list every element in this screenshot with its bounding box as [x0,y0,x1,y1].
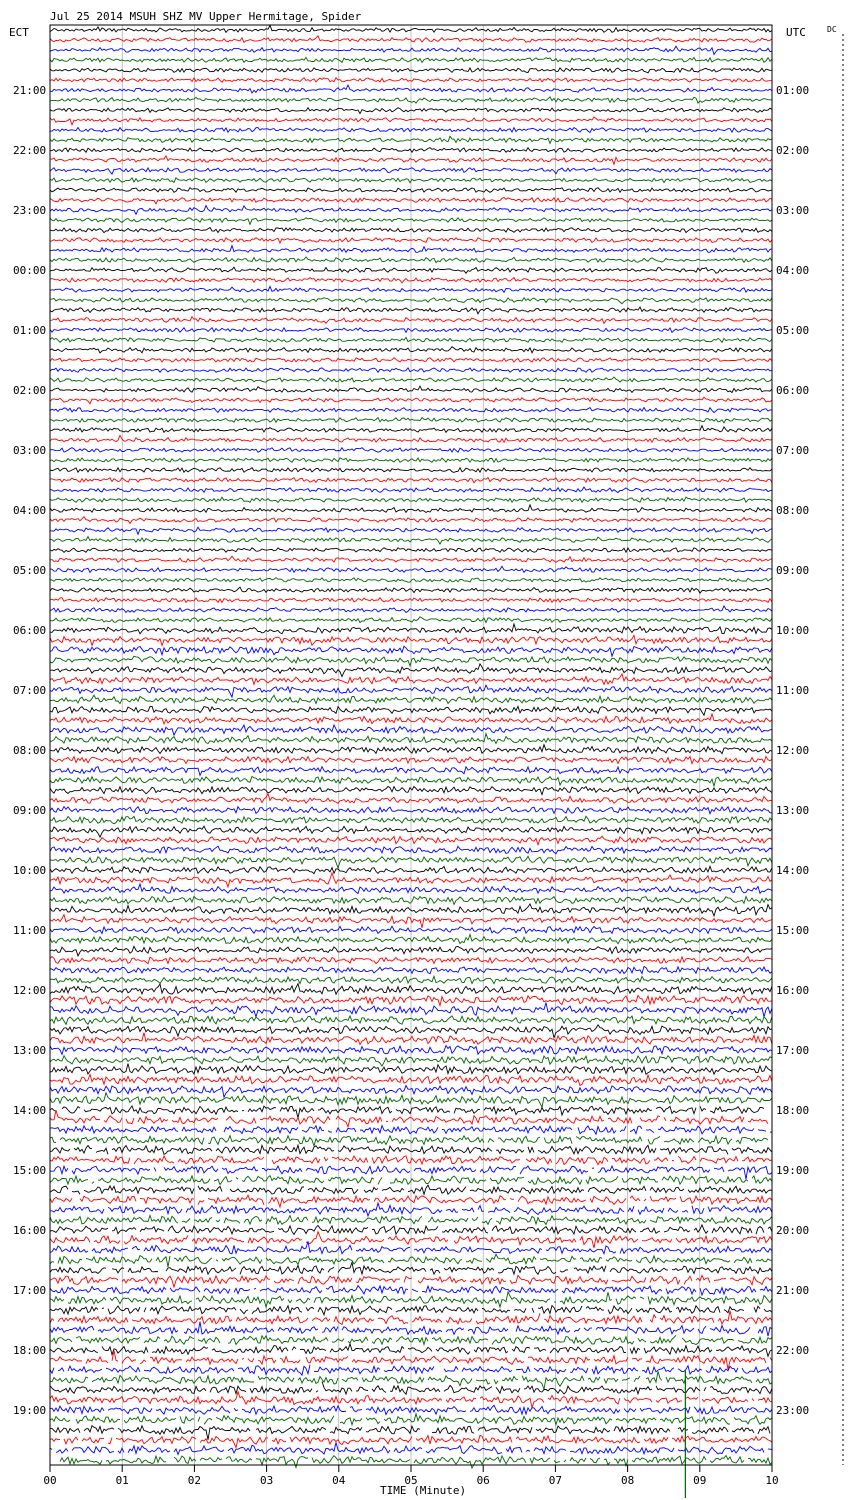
left-hour-label: 05:00 [13,564,47,577]
left-hour-label: 04:00 [13,504,47,517]
x-axis-label: TIME (Minute) [380,1484,467,1497]
right-hour-label: 06:00 [776,384,810,397]
right-hour-label: 19:00 [776,1164,810,1177]
seismic-trace [50,1426,770,1440]
left-hour-label: 07:00 [13,684,47,697]
left-hour-label: 02:00 [13,384,47,397]
right-hour-label: 02:00 [776,144,810,157]
left-hour-label: 12:00 [13,984,47,997]
x-tick-label: 10 [765,1474,779,1487]
right-hour-label: 13:00 [776,804,810,817]
left-hour-label: 15:00 [13,1164,47,1177]
x-tick-label: 05 [404,1474,418,1487]
left-hour-label: 22:00 [13,144,47,157]
left-hour-label: 17:00 [13,1284,47,1297]
right-hour-label: 11:00 [776,684,810,697]
left-hour-label: 06:00 [13,624,47,637]
right-timezone-label: UTC [786,26,806,39]
left-hour-label: 14:00 [13,1104,47,1117]
x-tick-label: 02 [187,1474,202,1487]
right-hour-label: 08:00 [776,504,810,517]
seismic-trace [60,1456,772,1469]
dc-label: DC [827,25,837,34]
right-hour-label: 14:00 [776,864,810,877]
right-hour-label: 07:00 [776,444,810,457]
left-hour-label: 13:00 [13,1044,47,1057]
right-hour-label: 18:00 [776,1104,810,1117]
x-tick-label: 08 [620,1474,635,1487]
right-hour-label: 12:00 [776,744,810,757]
left-timezone-label: ECT [9,26,29,39]
x-tick-label: 07 [548,1474,563,1487]
x-tick-label: 09 [693,1474,707,1487]
left-hour-label: 18:00 [13,1344,47,1357]
right-hour-label: 20:00 [776,1224,810,1237]
x-tick-label: 00 [43,1474,57,1487]
right-hour-label: 09:00 [776,564,810,577]
left-hour-label: 03:00 [13,444,47,457]
right-hour-label: 01:00 [776,84,810,97]
chart-title: Jul 25 2014 MSUH SHZ MV Upper Hermitage, Spider [50,10,362,23]
x-tick-label: 01 [115,1474,129,1487]
left-hour-label: 09:00 [13,804,47,817]
right-hour-label: 10:00 [776,624,810,637]
x-tick-label: 04 [332,1474,346,1487]
left-hour-label: 19:00 [13,1404,47,1417]
left-hour-label: 01:00 [13,324,47,337]
right-hour-label: 04:00 [776,264,810,277]
left-hour-label: 10:00 [13,864,47,877]
left-hour-label: 23:00 [13,204,47,217]
right-hour-label: 03:00 [776,204,810,217]
x-tick-label: 03 [259,1474,274,1487]
left-hour-label: 16:00 [13,1224,47,1237]
x-tick-label: 06 [476,1474,490,1487]
right-hour-label: 22:00 [776,1344,810,1357]
right-hour-label: 17:00 [776,1044,810,1057]
right-hour-label: 21:00 [776,1284,810,1297]
right-hour-label: 05:00 [776,324,810,337]
left-hour-label: 11:00 [13,924,47,937]
right-hour-label: 16:00 [776,984,810,997]
right-hour-label: 15:00 [776,924,810,937]
right-hour-label: 23:00 [776,1404,810,1417]
left-hour-label: 08:00 [13,744,47,757]
left-hour-label: 21:00 [13,84,47,97]
left-hour-label: 00:00 [13,264,47,277]
